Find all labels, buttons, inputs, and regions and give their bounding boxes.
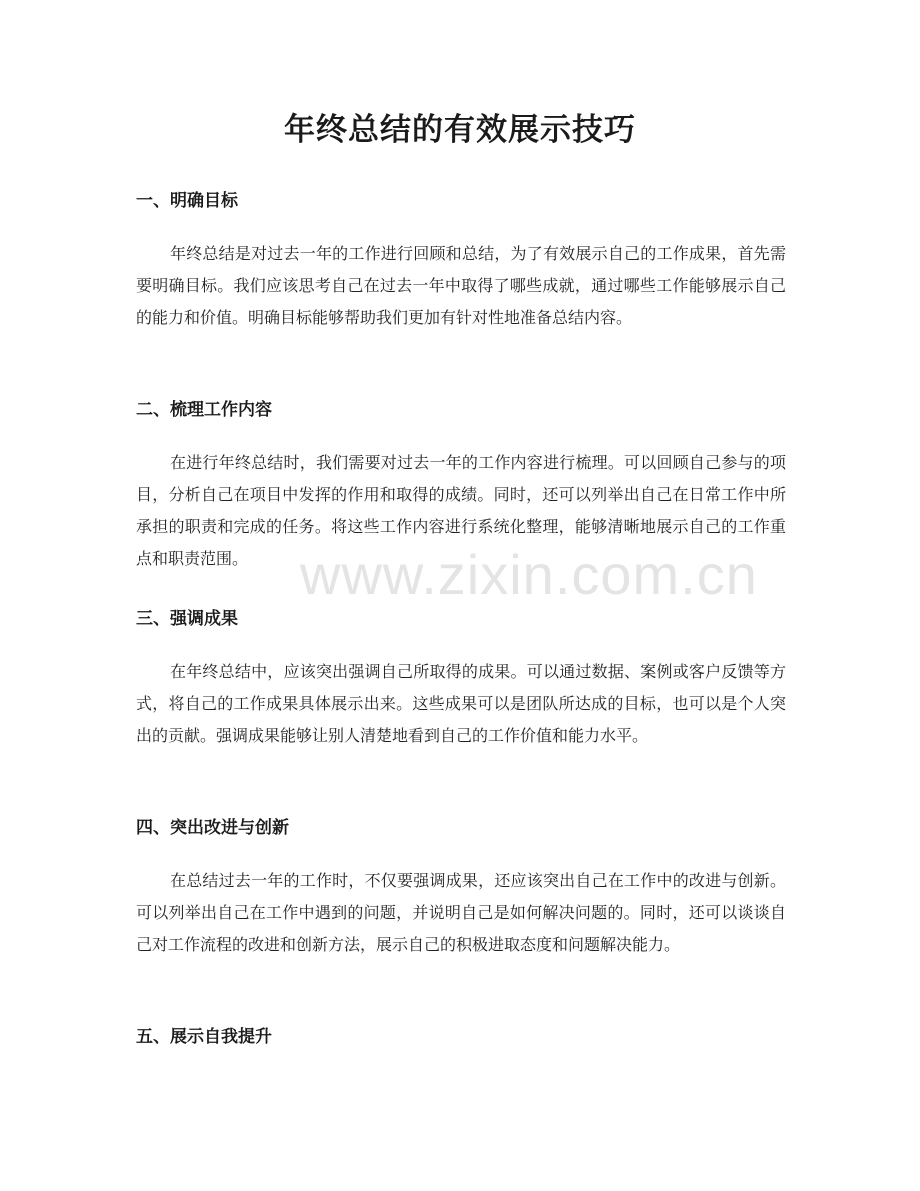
section-heading: 五、展示自我提升 [136, 1027, 272, 1047]
watermark: www.zixin.com.cn [300, 543, 758, 606]
section-clarify-goals [136, 189, 786, 334]
document-title: 年终总结的有效展示技巧 [284, 112, 636, 148]
section-heading: 二、梳理工作内容 [136, 400, 272, 420]
section-heading: 四、突出改进与创新 [136, 818, 289, 838]
section-self-improvement [136, 1025, 786, 1049]
section-organize-work [136, 398, 786, 575]
section-emphasize-results [136, 607, 786, 752]
section-paragraph: 年终总结是对过去一年的工作进行回顾和总结，为了有效展示自己的工作成果，首先需要明确目标。我们应该思考自己在过去一年中取得了哪些成就，通过哪些工作能够展示自己的能力和价值。明确目标能够帮助我们更加有针对性地准备总结内容。 [136, 244, 786, 327]
section-heading: 三、强调成果 [136, 609, 238, 629]
section-paragraph: 在总结过去一年的工作时，不仅要强调成果，还应该突出自己在工作中的改进与创新。可以列举出自己在工作中遇到的问题，并说明自己是如何解决问题的。同时，还可以谈谈自己对工作流程的改进和创新方法，展示自己的积极进取态度和问题解决能力。 [136, 871, 786, 954]
section-paragraph: 在进行年终总结时，我们需要对过去一年的工作内容进行梳理。可以回顾自己参与的项目，分析自己在项目中发挥的作用和取得的成绩。同时，还可以列举出自己在日常工作中所承担的职责和完成的任务。将这些工作内容进行系统化整理，能够清晰地展示自己的工作重点和职责范围。 [136, 453, 786, 568]
section-heading: 一、明确目标 [136, 191, 238, 211]
section-paragraph: 在年终总结中，应该突出强调自己所取得的成果。可以通过数据、案例或客户反馈等方式，将自己的工作成果具体展示出来。这些成果可以是团队所达成的目标，也可以是个人突出的贡献。强调成果能够让别人清楚地看到自己的工作价值和能力水平。 [136, 662, 786, 745]
section-improvement-innovation [136, 816, 786, 961]
